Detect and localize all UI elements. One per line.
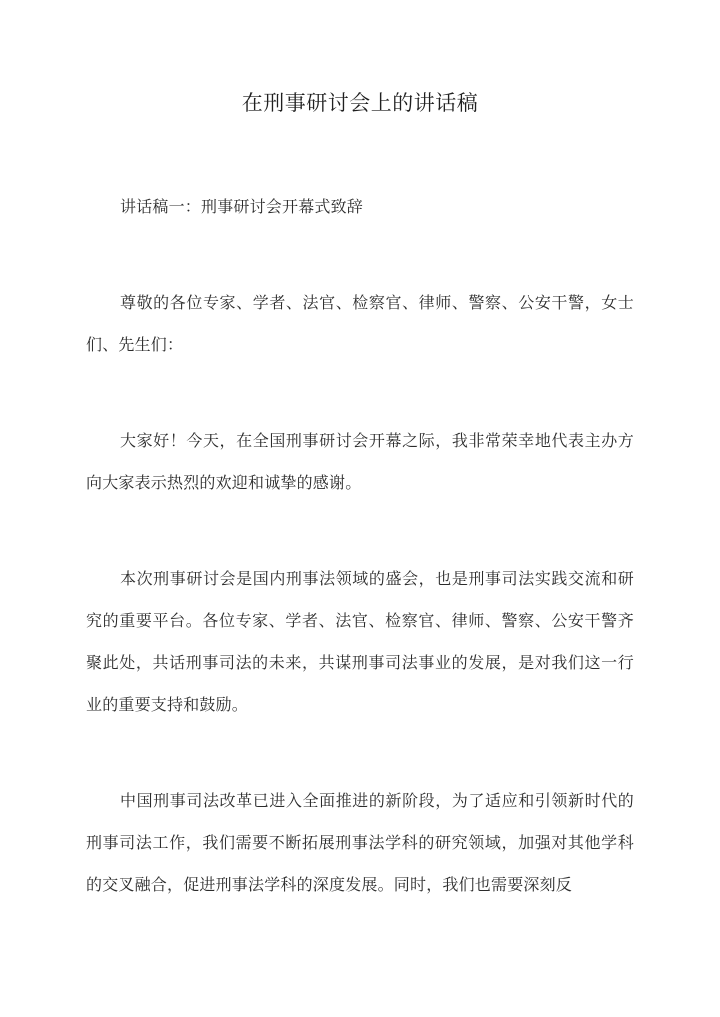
document-title: 在刑事研讨会上的讲话稿	[241, 91, 479, 115]
body-paragraph: 本次刑事研讨会是国内刑事法领域的盛会，也是刑事司法实践交流和研究的重要平台。各位专家、学者、法官、检察官、律师、警察、公安干警齐聚此处，共话刑事司法的未来，共谋刑事司法事业的发展，是对我们这一行业的重要支持和鼓励。	[86, 569, 634, 714]
greeting-paragraph: 大家好！今天，在全国刑事研讨会开幕之际，我非常荣幸地代表主办方向大家表示热烈的欢迎和诚挚的感谢。	[86, 431, 634, 492]
salutation-paragraph: 尊敬的各位专家、学者、法官、检察官、律师、警察、公安干警，女士们、先生们：	[86, 293, 634, 354]
body-paragraph: 中国刑事司法改革已进入全面推进的新阶段，为了适应和引领新时代的刑事司法工作，我们需要不断拓展刑事法学科的研究领域，加强对其他学科的交叉融合，促进刑事法学科的深度发展。同时，我们也需要深刻反	[86, 791, 634, 894]
section-heading-paragraph: 讲话稿一：刑事研讨会开幕式致辞	[120, 197, 364, 216]
